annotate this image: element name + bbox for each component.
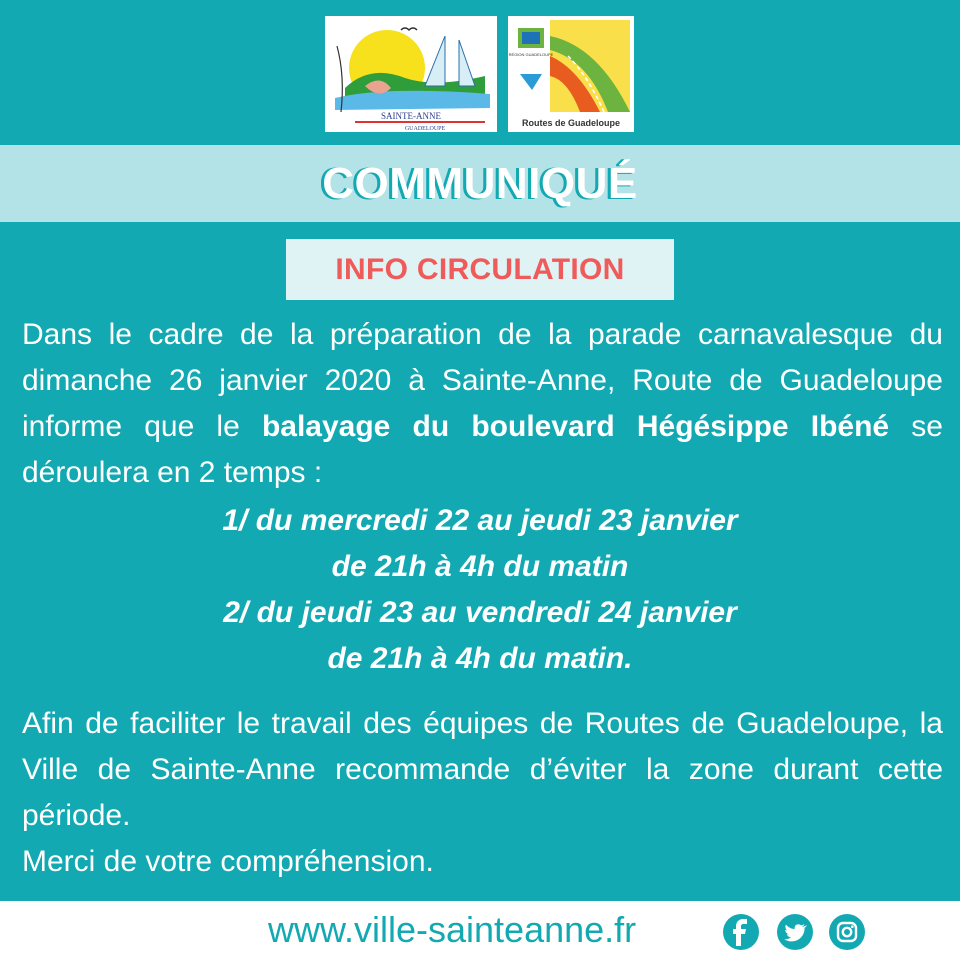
closing-block xyxy=(22,701,943,885)
title-band xyxy=(0,145,960,222)
region-logo-text: RÉGION GUADELOUPE xyxy=(508,52,554,57)
schedule-line: 1/ du mercredi 22 au jeudi 23 janvier xyxy=(222,504,738,537)
instagram-icon[interactable] xyxy=(829,914,865,950)
sainte-anne-logo xyxy=(325,16,497,132)
info-tag xyxy=(286,239,674,300)
intro-bold-text: balayage du boulevard Hégésippe Ibéné xyxy=(261,410,890,443)
intro-paragraph xyxy=(22,312,943,496)
intro-text-end: se déroulera en 2 temps : xyxy=(22,410,943,489)
schedule-block xyxy=(0,498,960,682)
routes-logo-text: Routes de Guadeloupe xyxy=(521,118,621,128)
website-link[interactable]: www.ville-sainteanne.fr xyxy=(268,909,637,950)
schedule-line: de 21h à 4h du matin xyxy=(331,550,629,583)
thanks-text: Merci de votre compréhension. xyxy=(22,845,434,878)
footer xyxy=(0,901,960,960)
logo-row xyxy=(0,16,960,134)
schedule-line: 2/ du jeudi 23 au vendredi 24 janvier xyxy=(223,596,737,629)
sainte-anne-logo-subtext: GUADELOUPE xyxy=(404,126,446,132)
routes-de-guadeloupe-logo xyxy=(508,16,634,132)
facebook-icon[interactable] xyxy=(723,914,759,950)
closing-paragraph: Afin de faciliter le travail des équipes de Routes de Guadeloupe, la Ville de Sainte-Anne recommande d’éviter la zone durant cette période. xyxy=(22,707,943,832)
sainte-anne-logo-text: SAINTE-ANNE xyxy=(381,111,441,121)
twitter-icon[interactable] xyxy=(777,914,813,950)
info-tag-label: INFO CIRCULATION xyxy=(335,252,625,286)
intro-text: Dans le cadre de la préparation de la parade carnavalesque du dimanche 26 janvier 2020 à Sainte-Anne, Route de Guadeloupe informe que le xyxy=(22,318,943,443)
page-title: COMMUNIQUÉ xyxy=(322,158,638,208)
schedule-line: de 21h à 4h du matin. xyxy=(327,642,633,675)
